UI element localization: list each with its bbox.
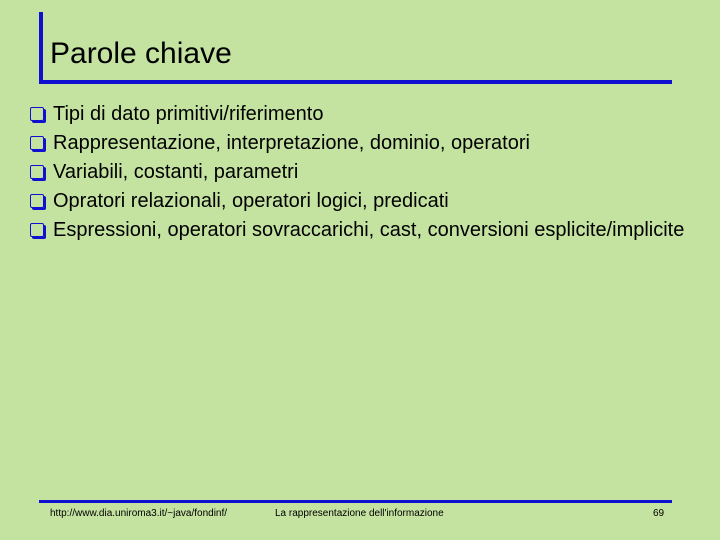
bullet-text: Tipi di dato primitivi/riferimento: [53, 103, 324, 125]
title-accent-horizontal-bar: [39, 80, 672, 84]
bullet-item: [30, 187, 700, 216]
checkbox-square-icon: [30, 165, 44, 179]
footer-url: http://www.dia.uniroma3.it/~java/fondinf/: [50, 508, 228, 519]
title-accent-vertical-bar: [39, 12, 43, 84]
bullet-text: Espressioni, operatori sovraccarichi, cast, conversioni esplicite/implicite: [53, 219, 685, 241]
bullet-item: [30, 158, 700, 187]
bullet-text: Opratori relazionali, operatori logici, predicati: [53, 190, 449, 212]
checkbox-square-icon: [30, 136, 44, 150]
bullet-item: [30, 216, 700, 245]
slide-title: Parole chiave: [50, 37, 232, 70]
bullet-text: Variabili, costanti, parametri: [53, 161, 299, 183]
footer-divider: [39, 500, 672, 503]
footer-section-title: La rappresentazione dell'informazione: [275, 508, 444, 519]
bullet-item: [30, 100, 700, 129]
bullet-item: [30, 129, 700, 158]
footer-page-number: 69: [653, 508, 665, 519]
checkbox-square-icon: [30, 107, 44, 121]
bullet-text: Rappresentazione, interpretazione, dominio, operatori: [53, 132, 530, 154]
checkbox-square-icon: [30, 194, 44, 208]
bullet-list: [30, 100, 700, 245]
checkbox-square-icon: [30, 223, 44, 237]
